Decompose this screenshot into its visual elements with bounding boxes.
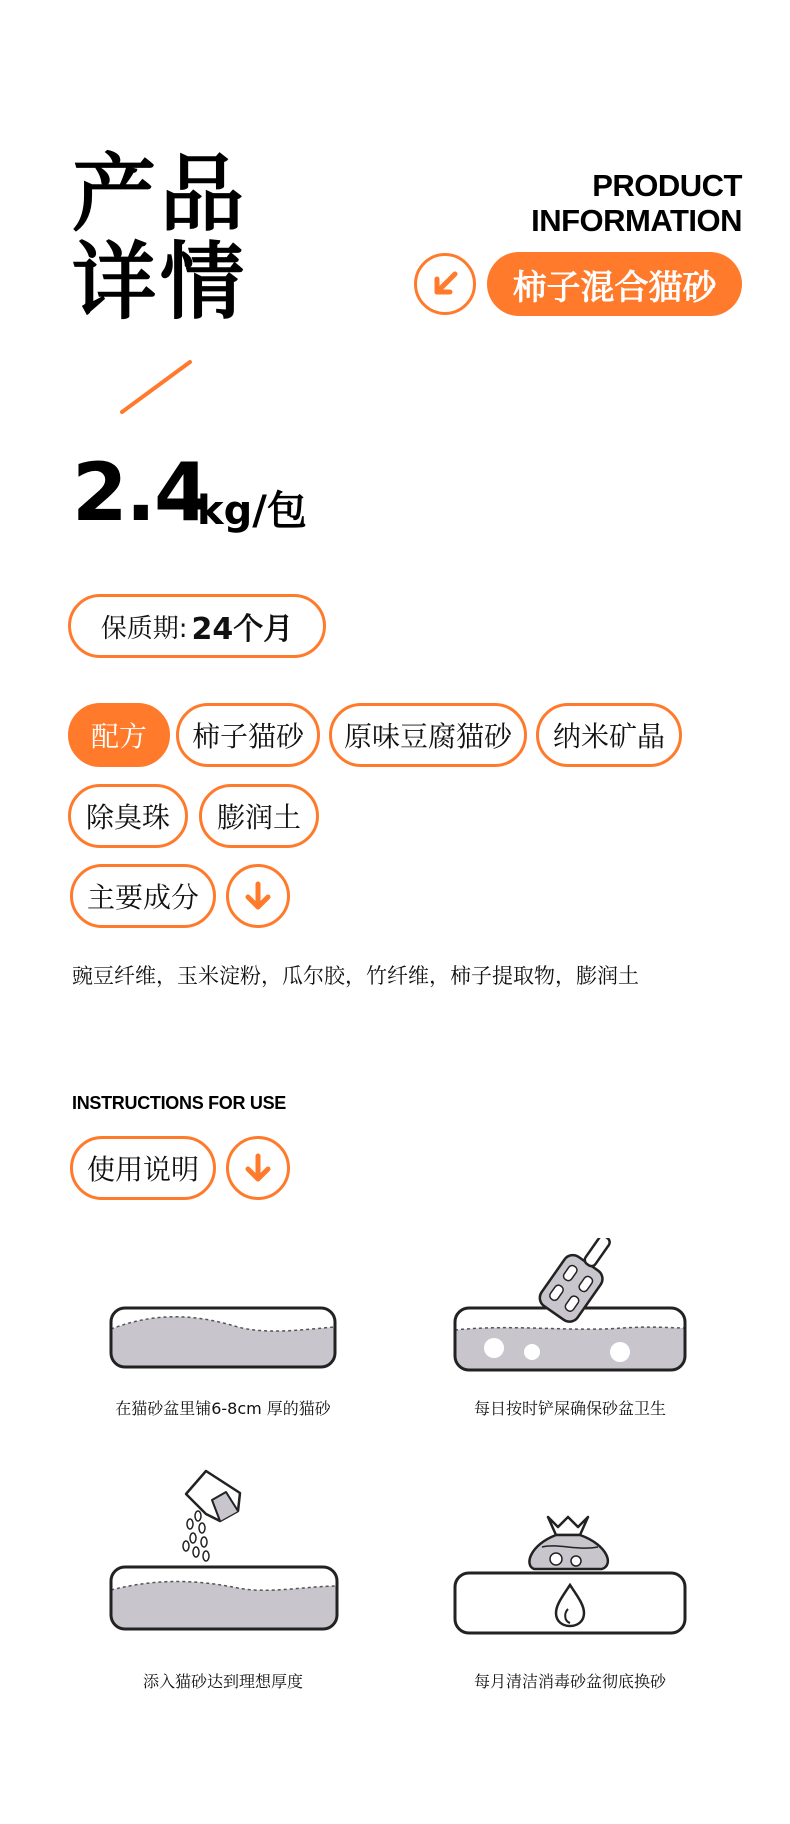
- title-en: [531, 168, 742, 238]
- weight-unit: kg/包: [197, 488, 307, 534]
- shelf-life-label: 保质期:: [100, 613, 188, 644]
- formula-item: 原味豆腐猫砂: [329, 703, 527, 767]
- ingredients-label: 主要成分: [70, 864, 216, 928]
- title-cn-line1: 产品: [72, 145, 249, 243]
- title-en-line1: PRODUCT: [592, 168, 742, 203]
- weight-value: 2.4: [72, 446, 208, 539]
- arrow-down-icon: [226, 864, 290, 928]
- formula-item: 柿子猫砂: [176, 703, 320, 767]
- formula-item: 纳米矿晶: [536, 703, 682, 767]
- shelf-life-value: 24个月: [191, 612, 294, 647]
- arrow-down-icon: [226, 1136, 290, 1200]
- litter-tray-icon: [108, 1305, 338, 1371]
- step-caption: 每月清洁消毒砂盆彻底换砂: [473, 1672, 666, 1691]
- scoop-tray-icon: [452, 1238, 688, 1374]
- step-caption: 添入猫砂达到理想厚度: [142, 1672, 303, 1691]
- title-en-line2: INFORMATION: [531, 203, 742, 238]
- page-title: [72, 145, 249, 331]
- product-name-badge: 柿子混合猫砂: [487, 252, 742, 316]
- pour-litter-icon: [108, 1466, 340, 1634]
- clean-tray-icon: [452, 1513, 688, 1638]
- step-caption: 每日按时铲屎确保砂盆卫生: [473, 1399, 666, 1418]
- instructions-label: 使用说明: [70, 1136, 216, 1200]
- decorative-slash: [116, 356, 196, 418]
- ingredients-text: 豌豆纤维，玉米淀粉，瓜尔胶，竹纤维，柿子提取物，膨润土: [72, 964, 639, 988]
- title-cn-line2: 详情: [72, 233, 249, 331]
- formula-item: 膨润土: [199, 784, 319, 848]
- shelf-life-badge: [68, 594, 326, 658]
- arrow-down-left-icon: [414, 253, 476, 315]
- instructions-title-en: INSTRUCTIONS FOR USE: [72, 1093, 287, 1113]
- step-caption: 在猫砂盆里铺6-8cm 厚的猫砂: [115, 1399, 331, 1418]
- formula-label: 配方: [68, 703, 170, 767]
- formula-item: 除臭珠: [68, 784, 188, 848]
